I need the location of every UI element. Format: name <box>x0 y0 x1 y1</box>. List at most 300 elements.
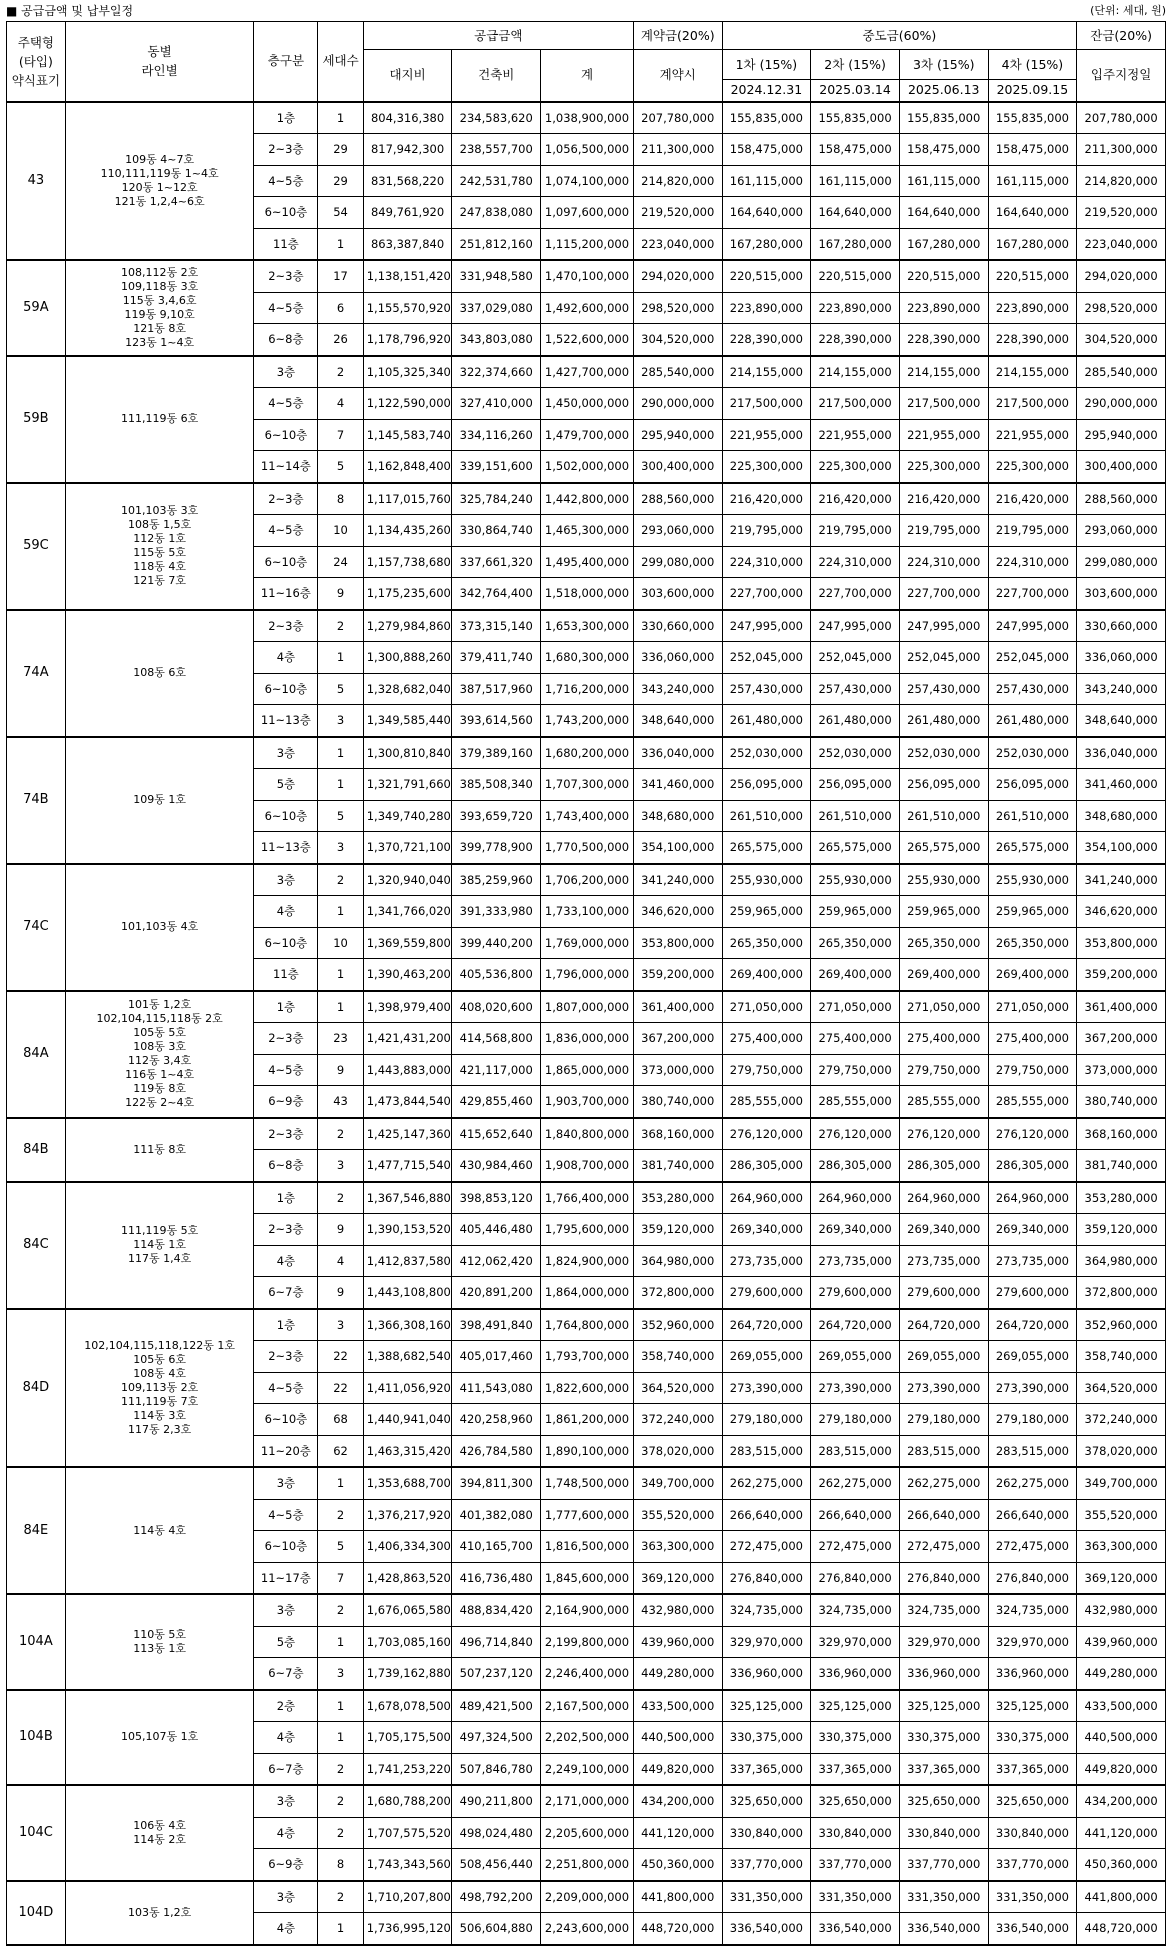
balance-cell: 440,500,000 <box>1077 1722 1166 1754</box>
middle-3-cell: 161,115,000 <box>899 165 988 197</box>
total-cell: 2,164,900,000 <box>541 1594 634 1626</box>
floor-cell: 4층 <box>254 1817 318 1849</box>
header-land: 대지비 <box>363 50 452 102</box>
middle-4-cell: 164,640,000 <box>988 197 1077 229</box>
table-row <box>7 1467 1166 1499</box>
floor-cell: 2~3층 <box>254 483 318 515</box>
floor-cell: 11층 <box>254 228 318 260</box>
middle-2-cell: 330,840,000 <box>811 1817 900 1849</box>
dong-cell <box>65 864 254 991</box>
balance-cell: 341,240,000 <box>1077 864 1166 896</box>
floor-cell: 5층 <box>254 1626 318 1658</box>
floor-cell: 6~9층 <box>254 1849 318 1881</box>
middle-2-cell: 224,310,000 <box>811 546 900 578</box>
middle-2-cell: 271,050,000 <box>811 991 900 1023</box>
building-cell: 507,846,780 <box>452 1753 541 1785</box>
total-cell: 1,056,500,000 <box>541 134 634 166</box>
header-middle-2-date: 2025.03.14 <box>811 80 900 102</box>
dong-line: 111,119동 7호 <box>120 1394 199 1408</box>
middle-3-cell: 279,750,000 <box>899 1054 988 1086</box>
contract-cell: 330,660,000 <box>633 610 722 642</box>
middle-3-cell: 329,970,000 <box>899 1626 988 1658</box>
building-cell: 379,389,160 <box>452 737 541 769</box>
middle-4-cell: 161,115,000 <box>988 165 1077 197</box>
households-cell: 2 <box>318 864 363 896</box>
balance-cell: 441,800,000 <box>1077 1881 1166 1913</box>
households-cell: 29 <box>318 134 363 166</box>
balance-cell: 439,960,000 <box>1077 1626 1166 1658</box>
land-cell: 1,134,435,260 <box>363 515 452 547</box>
type-cell: 59B <box>7 356 66 483</box>
building-cell: 420,891,200 <box>452 1277 541 1309</box>
middle-3-cell: 224,310,000 <box>899 546 988 578</box>
balance-cell: 304,520,000 <box>1077 324 1166 356</box>
table-row <box>7 1182 1166 1214</box>
middle-4-cell: 255,930,000 <box>988 864 1077 896</box>
land-cell: 1,157,738,680 <box>363 546 452 578</box>
dong-line: 120동 1~12호 <box>121 180 198 194</box>
middle-2-cell: 252,030,000 <box>811 737 900 769</box>
middle-3-cell: 265,575,000 <box>899 832 988 864</box>
middle-4-cell: 324,735,000 <box>988 1594 1077 1626</box>
middle-2-cell: 217,500,000 <box>811 388 900 420</box>
middle-4-cell: 220,515,000 <box>988 260 1077 292</box>
land-cell: 1,178,796,920 <box>363 324 452 356</box>
building-cell: 410,165,700 <box>452 1531 541 1563</box>
middle-4-cell: 264,960,000 <box>988 1182 1077 1214</box>
middle-3-cell: 217,500,000 <box>899 388 988 420</box>
total-cell: 2,171,000,000 <box>541 1785 634 1817</box>
land-cell: 1,707,575,520 <box>363 1817 452 1849</box>
building-cell: 379,411,740 <box>452 642 541 674</box>
balance-cell: 300,400,000 <box>1077 451 1166 483</box>
middle-2-cell: 225,300,000 <box>811 451 900 483</box>
middle-4-cell: 273,735,000 <box>988 1245 1077 1277</box>
floor-cell: 4층 <box>254 642 318 674</box>
total-cell: 1,816,500,000 <box>541 1531 634 1563</box>
building-cell: 430,984,460 <box>452 1150 541 1182</box>
floor-cell: 2~3층 <box>254 260 318 292</box>
floor-cell: 2~3층 <box>254 134 318 166</box>
building-cell: 387,517,960 <box>452 673 541 705</box>
middle-1-cell: 255,930,000 <box>722 864 811 896</box>
middle-2-cell: 266,640,000 <box>811 1499 900 1531</box>
middle-3-cell: 264,960,000 <box>899 1182 988 1214</box>
middle-4-cell: 259,965,000 <box>988 896 1077 928</box>
building-cell: 421,117,000 <box>452 1054 541 1086</box>
building-cell: 242,531,780 <box>452 165 541 197</box>
table-row <box>7 1881 1166 1913</box>
balance-cell: 363,300,000 <box>1077 1531 1166 1563</box>
floor-cell: 6~10층 <box>254 197 318 229</box>
middle-1-cell: 336,540,000 <box>722 1913 811 1945</box>
total-cell: 1,522,600,000 <box>541 324 634 356</box>
middle-3-cell: 269,400,000 <box>899 959 988 991</box>
middle-2-cell: 275,400,000 <box>811 1023 900 1055</box>
middle-4-cell: 217,500,000 <box>988 388 1077 420</box>
households-cell: 1 <box>318 1722 363 1754</box>
dong-line: 115동 5호 <box>133 546 186 559</box>
households-cell: 1 <box>318 228 363 260</box>
floor-cell: 4~5층 <box>254 292 318 324</box>
balance-cell: 441,120,000 <box>1077 1817 1166 1849</box>
middle-4-cell: 276,840,000 <box>988 1562 1077 1594</box>
land-cell: 1,736,995,120 <box>363 1913 452 1945</box>
balance-cell: 330,660,000 <box>1077 610 1166 642</box>
building-cell: 420,258,960 <box>452 1404 541 1436</box>
middle-4-cell: 285,555,000 <box>988 1086 1077 1118</box>
middle-1-cell: 228,390,000 <box>722 324 811 356</box>
households-cell: 22 <box>318 1341 363 1373</box>
households-cell: 62 <box>318 1435 363 1467</box>
page-header <box>6 0 1166 20</box>
header-dong: 동별 라인별 <box>65 22 254 102</box>
balance-cell: 433,500,000 <box>1077 1690 1166 1722</box>
middle-3-cell: 325,125,000 <box>899 1690 988 1722</box>
dong-cell <box>65 1594 254 1690</box>
households-cell: 2 <box>318 1881 363 1913</box>
households-cell: 4 <box>318 388 363 420</box>
balance-cell: 298,520,000 <box>1077 292 1166 324</box>
middle-4-cell: 265,575,000 <box>988 832 1077 864</box>
middle-1-cell: 224,310,000 <box>722 546 811 578</box>
middle-1-cell: 216,420,000 <box>722 483 811 515</box>
middle-1-cell: 265,350,000 <box>722 927 811 959</box>
middle-2-cell: 167,280,000 <box>811 228 900 260</box>
land-cell: 1,105,325,340 <box>363 356 452 388</box>
balance-cell: 295,940,000 <box>1077 419 1166 451</box>
balance-cell: 348,640,000 <box>1077 705 1166 737</box>
households-cell: 10 <box>318 927 363 959</box>
floor-cell: 4~5층 <box>254 388 318 420</box>
land-cell: 1,376,217,920 <box>363 1499 452 1531</box>
building-cell: 337,661,320 <box>452 546 541 578</box>
households-cell: 1 <box>318 1690 363 1722</box>
middle-1-cell: 155,835,000 <box>722 102 811 134</box>
dong-cell <box>65 1309 254 1468</box>
middle-2-cell: 158,475,000 <box>811 134 900 166</box>
households-cell: 9 <box>318 578 363 610</box>
middle-2-cell: 252,045,000 <box>811 642 900 674</box>
households-cell: 1 <box>318 991 363 1023</box>
land-cell: 1,463,315,420 <box>363 1435 452 1467</box>
dong-line: 101,103동 3호 <box>120 504 199 517</box>
middle-1-cell: 325,650,000 <box>722 1785 811 1817</box>
building-cell: 327,410,000 <box>452 388 541 420</box>
balance-cell: 353,280,000 <box>1077 1182 1166 1214</box>
middle-3-cell: 219,795,000 <box>899 515 988 547</box>
building-cell: 405,017,460 <box>452 1341 541 1373</box>
land-cell: 1,678,078,500 <box>363 1690 452 1722</box>
total-cell: 2,251,800,000 <box>541 1849 634 1881</box>
total-cell: 2,167,500,000 <box>541 1690 634 1722</box>
contract-cell: 449,820,000 <box>633 1753 722 1785</box>
land-cell: 1,425,147,360 <box>363 1118 452 1150</box>
dong-cell <box>65 1182 254 1309</box>
middle-2-cell: 272,475,000 <box>811 1531 900 1563</box>
middle-3-cell: 257,430,000 <box>899 673 988 705</box>
land-cell: 1,353,688,700 <box>363 1467 452 1499</box>
contract-cell: 380,740,000 <box>633 1086 722 1118</box>
land-cell: 1,279,984,860 <box>363 610 452 642</box>
floor-cell: 6~7층 <box>254 1277 318 1309</box>
land-cell: 1,676,065,580 <box>363 1594 452 1626</box>
contract-cell: 378,020,000 <box>633 1435 722 1467</box>
contract-cell: 288,560,000 <box>633 483 722 515</box>
total-cell: 1,824,900,000 <box>541 1245 634 1277</box>
total-cell: 1,795,600,000 <box>541 1214 634 1246</box>
contract-cell: 450,360,000 <box>633 1849 722 1881</box>
middle-2-cell: 221,955,000 <box>811 419 900 451</box>
middle-4-cell: 269,055,000 <box>988 1341 1077 1373</box>
floor-cell: 4층 <box>254 1722 318 1754</box>
floor-cell: 2층 <box>254 1690 318 1722</box>
households-cell: 5 <box>318 800 363 832</box>
middle-4-cell: 272,475,000 <box>988 1531 1077 1563</box>
type-cell: 104B <box>7 1690 66 1786</box>
contract-cell: 336,040,000 <box>633 737 722 769</box>
middle-2-cell: 329,970,000 <box>811 1626 900 1658</box>
middle-1-cell: 273,735,000 <box>722 1245 811 1277</box>
middle-3-cell: 331,350,000 <box>899 1881 988 1913</box>
floor-cell: 3층 <box>254 1467 318 1499</box>
header-middle-4: 4차 (15%) <box>988 50 1077 80</box>
middle-4-cell: 228,390,000 <box>988 324 1077 356</box>
dong-line: 112동 3,4호 <box>127 1054 192 1067</box>
total-cell: 2,243,600,000 <box>541 1913 634 1945</box>
contract-cell: 354,100,000 <box>633 832 722 864</box>
middle-2-cell: 279,180,000 <box>811 1404 900 1436</box>
land-cell: 1,680,788,200 <box>363 1785 452 1817</box>
middle-3-cell: 269,055,000 <box>899 1341 988 1373</box>
total-cell: 1,769,000,000 <box>541 927 634 959</box>
contract-cell: 440,500,000 <box>633 1722 722 1754</box>
table-row <box>7 1690 1166 1722</box>
balance-cell: 349,700,000 <box>1077 1467 1166 1499</box>
middle-2-cell: 269,055,000 <box>811 1341 900 1373</box>
floor-cell: 6~10층 <box>254 1531 318 1563</box>
land-cell: 1,175,235,600 <box>363 578 452 610</box>
households-cell: 2 <box>318 1118 363 1150</box>
building-cell: 238,557,700 <box>452 134 541 166</box>
middle-2-cell: 228,390,000 <box>811 324 900 356</box>
building-cell: 414,568,800 <box>452 1023 541 1055</box>
middle-3-cell: 252,030,000 <box>899 737 988 769</box>
floor-cell: 3층 <box>254 737 318 769</box>
dong-line: 114동 2호 <box>133 1832 186 1846</box>
land-cell: 1,743,343,560 <box>363 1849 452 1881</box>
header-type: 주택형 (타입) 약식표기 <box>7 22 66 102</box>
middle-1-cell: 269,055,000 <box>722 1341 811 1373</box>
building-cell: 405,446,480 <box>452 1214 541 1246</box>
middle-1-cell: 161,115,000 <box>722 165 811 197</box>
building-cell: 391,333,980 <box>452 896 541 928</box>
households-cell: 3 <box>318 1150 363 1182</box>
building-cell: 508,456,440 <box>452 1849 541 1881</box>
contract-cell: 352,960,000 <box>633 1309 722 1341</box>
total-cell: 1,865,000,000 <box>541 1054 634 1086</box>
balance-cell: 303,600,000 <box>1077 578 1166 610</box>
total-cell: 2,209,000,000 <box>541 1881 634 1913</box>
households-cell: 54 <box>318 197 363 229</box>
middle-4-cell: 279,180,000 <box>988 1404 1077 1436</box>
land-cell: 1,300,888,260 <box>363 642 452 674</box>
building-cell: 412,062,420 <box>452 1245 541 1277</box>
table-row <box>7 1594 1166 1626</box>
header-middle-1: 1차 (15%) <box>722 50 811 80</box>
floor-cell: 6~10층 <box>254 1404 318 1436</box>
contract-cell: 364,980,000 <box>633 1245 722 1277</box>
middle-4-cell: 331,350,000 <box>988 1881 1077 1913</box>
land-cell: 1,739,162,880 <box>363 1658 452 1690</box>
middle-1-cell: 217,500,000 <box>722 388 811 420</box>
contract-cell: 441,120,000 <box>633 1817 722 1849</box>
contract-cell: 433,500,000 <box>633 1690 722 1722</box>
households-cell: 2 <box>318 356 363 388</box>
type-cell: 84B <box>7 1118 66 1182</box>
middle-4-cell: 155,835,000 <box>988 102 1077 134</box>
middle-1-cell: 227,700,000 <box>722 578 811 610</box>
middle-3-cell: 252,045,000 <box>899 642 988 674</box>
middle-3-cell: 261,510,000 <box>899 800 988 832</box>
floor-cell: 11~17층 <box>254 1562 318 1594</box>
middle-2-cell: 336,960,000 <box>811 1658 900 1690</box>
balance-cell: 449,280,000 <box>1077 1658 1166 1690</box>
header-building: 건축비 <box>452 50 541 102</box>
middle-4-cell: 257,430,000 <box>988 673 1077 705</box>
floor-cell: 6~10층 <box>254 927 318 959</box>
table-body <box>7 102 1166 1945</box>
type-cell: 74A <box>7 610 66 737</box>
floor-cell: 3층 <box>254 356 318 388</box>
balance-cell: 359,200,000 <box>1077 959 1166 991</box>
table-row <box>7 610 1166 642</box>
land-cell: 1,421,431,200 <box>363 1023 452 1055</box>
floor-cell: 3층 <box>254 864 318 896</box>
middle-1-cell: 225,300,000 <box>722 451 811 483</box>
building-cell: 405,536,800 <box>452 959 541 991</box>
middle-1-cell: 158,475,000 <box>722 134 811 166</box>
total-cell: 1,861,200,000 <box>541 1404 634 1436</box>
middle-2-cell: 255,930,000 <box>811 864 900 896</box>
dong-line: 111,119동 5호 <box>120 1224 199 1237</box>
middle-3-cell: 276,840,000 <box>899 1562 988 1594</box>
building-cell: 339,151,600 <box>452 451 541 483</box>
contract-cell: 448,720,000 <box>633 1913 722 1945</box>
total-cell: 1,840,800,000 <box>541 1118 634 1150</box>
middle-4-cell: 269,340,000 <box>988 1214 1077 1246</box>
balance-cell: 348,680,000 <box>1077 800 1166 832</box>
middle-2-cell: 285,555,000 <box>811 1086 900 1118</box>
table-row <box>7 864 1166 896</box>
balance-cell: 207,780,000 <box>1077 102 1166 134</box>
building-cell: 398,853,120 <box>452 1182 541 1214</box>
middle-3-cell: 275,400,000 <box>899 1023 988 1055</box>
section-title: ■ 공급금액 및 납부일정 <box>6 4 134 18</box>
type-cell: 43 <box>7 102 66 261</box>
households-cell: 3 <box>318 705 363 737</box>
middle-3-cell: 255,930,000 <box>899 864 988 896</box>
total-cell: 2,205,600,000 <box>541 1817 634 1849</box>
contract-cell: 304,520,000 <box>633 324 722 356</box>
building-cell: 401,382,080 <box>452 1499 541 1531</box>
floor-cell: 3층 <box>254 1785 318 1817</box>
total-cell: 1,465,300,000 <box>541 515 634 547</box>
contract-cell: 346,620,000 <box>633 896 722 928</box>
floor-cell: 2~3층 <box>254 1341 318 1373</box>
households-cell: 5 <box>318 673 363 705</box>
contract-cell: 353,280,000 <box>633 1182 722 1214</box>
dong-line: 106동 4호 <box>133 1818 186 1832</box>
middle-1-cell: 286,305,000 <box>722 1150 811 1182</box>
households-cell: 26 <box>318 324 363 356</box>
dong-line: 105동 6호 <box>133 1352 186 1366</box>
land-cell: 1,370,721,100 <box>363 832 452 864</box>
middle-4-cell: 216,420,000 <box>988 483 1077 515</box>
floor-cell: 5층 <box>254 769 318 801</box>
floor-cell: 6~7층 <box>254 1658 318 1690</box>
middle-2-cell: 279,600,000 <box>811 1277 900 1309</box>
middle-3-cell: 221,955,000 <box>899 419 988 451</box>
middle-1-cell: 219,795,000 <box>722 515 811 547</box>
building-cell: 488,834,420 <box>452 1594 541 1626</box>
middle-3-cell: 227,700,000 <box>899 578 988 610</box>
households-cell: 24 <box>318 546 363 578</box>
table-row <box>7 260 1166 292</box>
land-cell: 1,741,253,220 <box>363 1753 452 1785</box>
contract-cell: 293,060,000 <box>633 515 722 547</box>
land-cell: 1,703,085,160 <box>363 1626 452 1658</box>
total-cell: 2,199,800,000 <box>541 1626 634 1658</box>
total-cell: 1,836,000,000 <box>541 1023 634 1055</box>
middle-1-cell: 223,890,000 <box>722 292 811 324</box>
balance-cell: 364,980,000 <box>1077 1245 1166 1277</box>
middle-4-cell: 329,970,000 <box>988 1626 1077 1658</box>
total-cell: 1,097,600,000 <box>541 197 634 229</box>
middle-2-cell: 247,995,000 <box>811 610 900 642</box>
middle-1-cell: 324,735,000 <box>722 1594 811 1626</box>
total-cell: 1,653,300,000 <box>541 610 634 642</box>
middle-2-cell: 286,305,000 <box>811 1150 900 1182</box>
middle-3-cell: 330,375,000 <box>899 1722 988 1754</box>
middle-1-cell: 214,155,000 <box>722 356 811 388</box>
households-cell: 4 <box>318 1245 363 1277</box>
middle-4-cell: 223,890,000 <box>988 292 1077 324</box>
dong-line: 109동 1호 <box>133 793 186 806</box>
contract-cell: 341,240,000 <box>633 864 722 896</box>
households-cell: 10 <box>318 515 363 547</box>
contract-cell: 290,000,000 <box>633 388 722 420</box>
middle-4-cell: 330,375,000 <box>988 1722 1077 1754</box>
table-row <box>7 356 1166 388</box>
balance-cell: 449,820,000 <box>1077 1753 1166 1785</box>
middle-4-cell: 269,400,000 <box>988 959 1077 991</box>
dong-cell <box>65 102 254 261</box>
table-row <box>7 1118 1166 1150</box>
middle-2-cell: 337,365,000 <box>811 1753 900 1785</box>
middle-2-cell: 164,640,000 <box>811 197 900 229</box>
building-cell: 337,029,080 <box>452 292 541 324</box>
total-cell: 1,707,300,000 <box>541 769 634 801</box>
middle-4-cell: 286,305,000 <box>988 1150 1077 1182</box>
total-cell: 1,890,100,000 <box>541 1435 634 1467</box>
building-cell: 498,024,480 <box>452 1817 541 1849</box>
balance-cell: 336,040,000 <box>1077 737 1166 769</box>
middle-4-cell: 261,510,000 <box>988 800 1077 832</box>
balance-cell: 341,460,000 <box>1077 769 1166 801</box>
middle-2-cell: 269,400,000 <box>811 959 900 991</box>
middle-3-cell: 279,180,000 <box>899 1404 988 1436</box>
